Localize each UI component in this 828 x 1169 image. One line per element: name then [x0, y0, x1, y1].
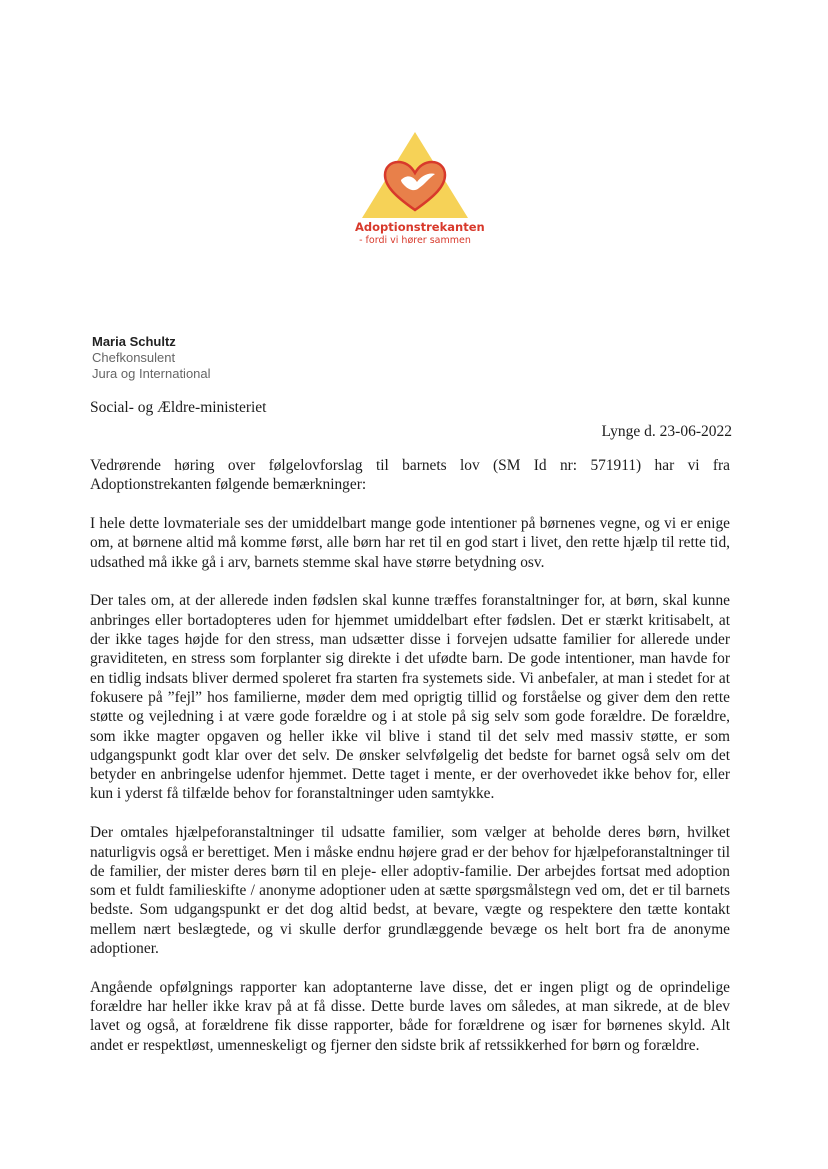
dateline: Lynge d. 23-06-2022 — [601, 423, 732, 440]
sender-role: Chefkonsulent — [92, 350, 176, 365]
organization-logo — [355, 130, 485, 246]
paragraph: Vedrørende høring over følgelovforslag til barnets lov (SM Id nr: 571911) har vi fra Adoptionstrekanten følgende bemærkninger: — [90, 457, 730, 494]
paragraph: Der omtales hjælpeforanstaltninger til udsatte familier, som vælger at beholde deres børn, hvilket naturligvis også er berettiget. Men i måske endnu højere grad er der behov for hjælpeforanstaltninger til de familier, der mister deres børn til en pleje- eller adoptiv-familie. Der arbejdes fortsat med adoption som et fuldt familieskifte / anonyme adoptioner uden at sætte spørgsmålstegn ved om, det er til barnets bedste. Som udgangspunkt er det dog altid bedst, at bevare, vægte og respektere den tætte kontakt mellem nært beslægtede, og vi skulle derfor grundlæggende bevæge os helt bort fra de anonyme adoptioner. — [90, 824, 730, 958]
paragraph: I hele dette lovmateriale ses der umiddelbart mange gode intentioner på børnenes vegne, og vi er enige om, at børnene altid må komme først, alle børn har ret til en god start i livet, den rette hjælp til rette tid, udsathed må ikke gå i arv, barnets stemme skal have større betydning osv. — [90, 515, 730, 571]
letter-body — [90, 456, 730, 1075]
sender-block — [92, 334, 211, 382]
logo-tagline: - fordi vi hører sammen — [359, 235, 471, 246]
sender-department: Jura og International — [92, 366, 211, 381]
logo-name: Adoptionstrekanten — [355, 220, 485, 234]
paragraph: Angående opfølgnings rapporter kan adoptanterne lave disse, det er ingen pligt og de oprindelige forældre har heller ikke krav på at få disse. Dette burde laves om således, at man sikrede, at de blev lavet og også, at forældrene fik disse rapporter, både for forældrene og især for børnenes skyld. Alt andet er respektløst, umenneskeligt og fjerner den sidste brik af retssikkerhed for børn og forældre. — [90, 978, 730, 1054]
heart-dove-triangle-icon — [355, 130, 475, 222]
recipient: Social- og Ældre-ministeriet — [90, 399, 267, 416]
paragraph: Der tales om, at der allerede inden fødslen skal kunne træffes foranstaltninger for, at børn, skal kunne anbringes eller bortadopteres uden for hjemmet umiddelbart efter fødslen. Det er stærkt kritisabelt, at der ikke tages højde for den stress, man udsætter disse i forvejen udsatte familier for allerede under graviditeten, en stress som forplanter sig direkte i det ufødte barn. De gode intentioner, man havde for en tidlig indsats bliver dermed spoleret fra starten fra systemets side. Vi anbefaler, at man i stedet for at fokusere på ”fejl” hos familierne, møder dem med oprigtig tillid og forståelse og giver dem den rette støtte og vejledning i at være gode forældre og i at stole på sig selv som gode forældre. De forældre, som ikke magter opgaven og heller ikke vil blive i stand til det selv med massiv støtte, er som udgangspunkt godt klar over det selv. De ønsker selvfølgelig det bedste for barnet også selv om det betyder en anbringelse udenfor hjemmet. Dette taget i mente, er der overhovedet ikke behov for, eller kun i yderst få tilfælde behov for foranstaltninger uden samtykke. — [90, 592, 730, 803]
sender-name: Maria Schultz — [92, 334, 176, 349]
